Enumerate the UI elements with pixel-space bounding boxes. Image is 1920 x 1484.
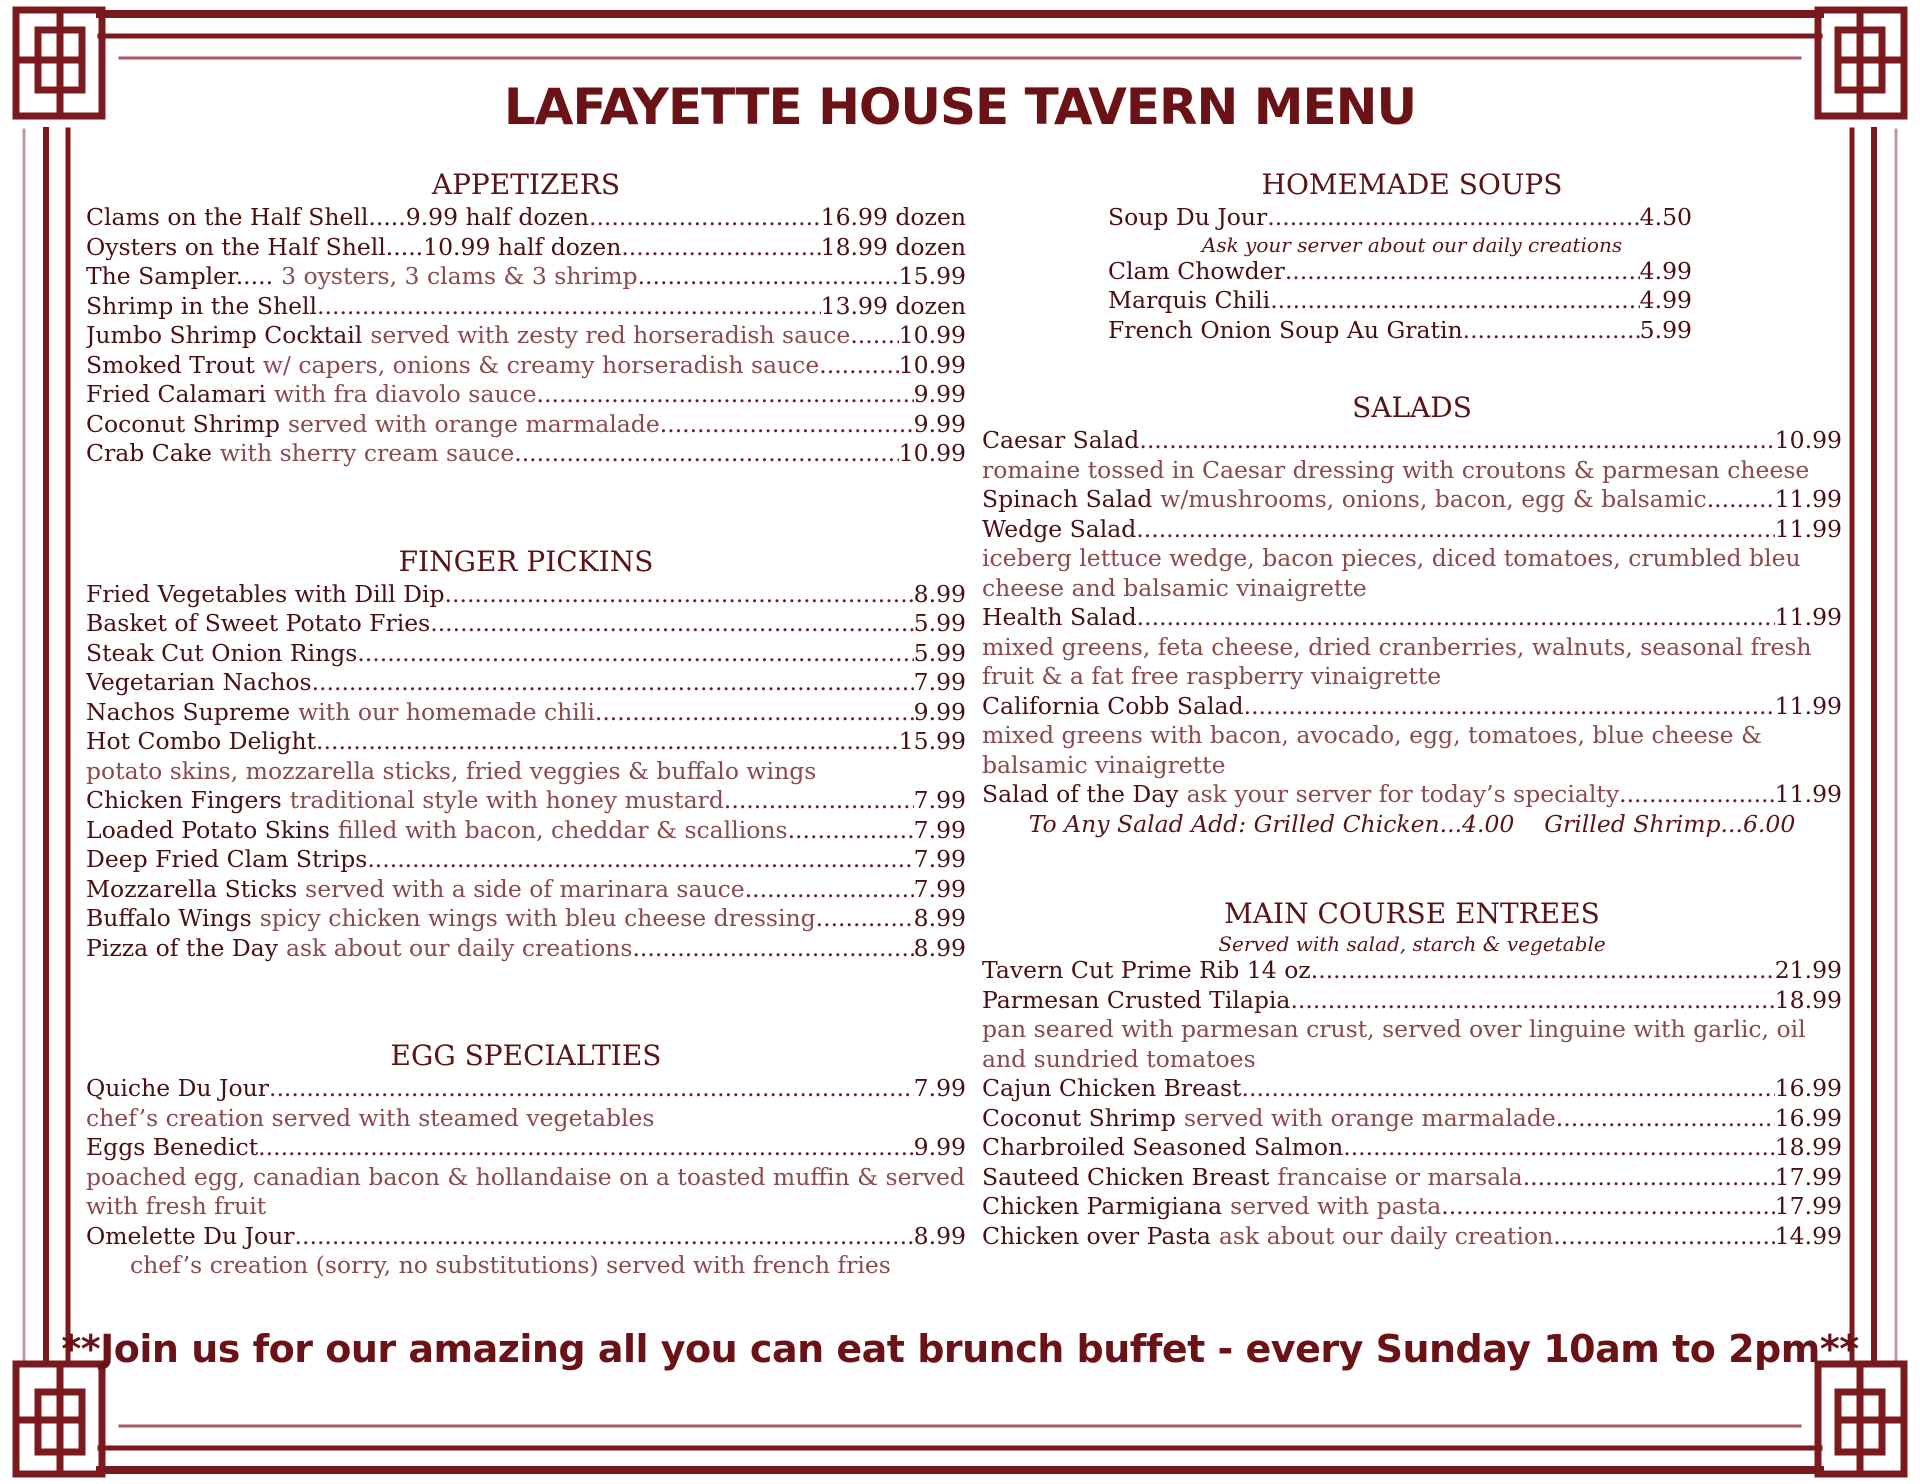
item-price: 7.99	[913, 1074, 966, 1102]
item-price: 7.99	[913, 668, 966, 696]
item-name: Chicken over Pasta	[982, 1221, 1211, 1250]
menu-item	[86, 698, 966, 728]
item-price: 9.99	[913, 409, 966, 438]
menu-item	[982, 1163, 1842, 1193]
dot-leader	[1523, 1163, 1775, 1193]
item-price: 5.99	[1639, 315, 1692, 344]
menu-item	[86, 410, 966, 440]
item-name: Fried Calamari	[86, 380, 267, 408]
menu-item	[982, 780, 1842, 810]
egg-specialties-section	[86, 1039, 966, 1281]
item-subdescription: mixed greens with bacon, avocado, egg, tomatoes, blue cheese & balsamic vinaigrette	[982, 721, 1762, 779]
item-price: 7.99	[913, 815, 966, 844]
item-description: served with orange marmalade	[287, 409, 660, 438]
item-description: francaise or marsala	[1277, 1162, 1523, 1191]
item-price: 4.99	[1639, 256, 1692, 285]
menu-item	[86, 233, 966, 263]
menu-item	[86, 203, 966, 233]
item-name: Smoked Trout	[86, 350, 255, 379]
dot-leader	[788, 816, 914, 846]
dot-leader	[1242, 1074, 1775, 1104]
menu-item	[982, 1074, 1842, 1104]
item-name: Pizza of the Day	[86, 933, 278, 962]
menu-item	[86, 1222, 966, 1252]
item-name: California Cobb Salad	[982, 691, 1244, 720]
menu-item	[1108, 257, 1692, 287]
item-price: 18.99	[1774, 1133, 1842, 1161]
menu-title: LAFAYETTE HOUSE TAVERN MENU	[503, 78, 1417, 136]
item-name: Steak Cut Onion Rings	[86, 638, 358, 667]
menu-item	[982, 1104, 1842, 1134]
item-price: 4.50	[1639, 203, 1692, 231]
dot-leader	[621, 233, 820, 263]
dot-leader	[1290, 986, 1774, 1016]
item-price: 11.99	[1774, 691, 1842, 720]
dot-leader	[312, 668, 914, 698]
menu-item	[86, 292, 966, 322]
dot-leader	[638, 262, 899, 292]
item-description: 3 oysters, 3 clams & 3 shrimp	[281, 262, 638, 290]
dot-leader	[595, 698, 914, 728]
menu-item	[982, 426, 1842, 456]
item-name: Soup Du Jour	[1108, 203, 1268, 231]
entrees-heading: MAIN COURSE ENTREES	[1224, 897, 1600, 930]
item-name: Jumbo Shrimp Cocktail	[86, 321, 363, 349]
item-price: 8.99	[913, 933, 966, 962]
item-description: with fra diavolo sauce	[274, 380, 537, 408]
dot-leader	[514, 439, 898, 469]
dot-leader	[1285, 257, 1640, 287]
item-name: Fried Vegetables with Dill Dip	[86, 579, 445, 608]
menu-item	[982, 515, 1842, 545]
item-description: ask about our daily creation	[1218, 1221, 1554, 1250]
item-description: traditional style with honey mustard	[289, 786, 724, 814]
item-name: Tavern Cut Prime Rib 14 oz.	[982, 956, 1319, 984]
dot-leader	[724, 786, 914, 816]
menu-item	[86, 1133, 966, 1163]
item-price: 5.99	[913, 638, 966, 667]
item-description: served with pasta	[1230, 1192, 1442, 1220]
item-subdescription: poached egg, canadian bacon & hollandaise on a toasted muffin & served with fresh fruit	[86, 1162, 965, 1220]
dot-leader	[1270, 286, 1639, 316]
menu-item	[982, 986, 1842, 1016]
finger-pickins-heading: FINGER PICKINS	[398, 544, 654, 578]
item-name: Clams on the Half Shell.....9.99 half dozen	[86, 203, 589, 231]
dot-leader	[819, 351, 898, 381]
item-price: 11.99	[1774, 514, 1842, 543]
dot-leader	[1343, 1133, 1775, 1163]
finger-pickins-section	[86, 545, 966, 964]
dot-leader	[317, 292, 821, 322]
item-price: 17.99	[1774, 1192, 1842, 1220]
item-description: ask about our daily creations	[285, 933, 633, 962]
menu-item	[982, 1192, 1842, 1222]
egg-specialties-heading: EGG SPECIALTIES	[390, 1039, 662, 1072]
menu-item	[86, 875, 966, 905]
dot-leader	[1619, 780, 1775, 810]
item-description: with our homemade chili	[298, 697, 595, 726]
item-name: Spinach Salad	[982, 485, 1153, 513]
item-name: Hot Combo Delight	[86, 727, 317, 755]
dot-leader	[430, 609, 913, 639]
finger-pickins-list	[86, 580, 966, 964]
dot-leader	[445, 580, 914, 610]
item-subdescription: romaine tossed in Caesar dressing with croutons & parmesan cheese	[982, 455, 1810, 484]
item-name: Vegetarian Nachos	[86, 668, 312, 696]
item-price: 17.99	[1774, 1162, 1842, 1191]
item-price: 16.99	[1774, 1074, 1842, 1102]
dot-leader	[295, 1222, 914, 1252]
egg-specialties-list	[86, 1074, 966, 1251]
item-description: served with zesty red horseradish sauce	[370, 321, 851, 349]
dot-leader	[660, 410, 914, 440]
item-price: 15.99	[898, 727, 966, 755]
dot-leader	[850, 321, 898, 351]
menu-item	[86, 380, 966, 410]
menu-item	[982, 603, 1842, 633]
dot-leader	[589, 203, 821, 233]
appetizers-list	[86, 203, 966, 469]
item-name: Loaded Potato Skins	[86, 815, 330, 844]
item-name: Quiche Du Jour	[86, 1074, 269, 1102]
item-price: 7.99	[913, 845, 966, 873]
soups-list	[982, 257, 1842, 346]
item-price: 15.99	[898, 262, 966, 290]
item-name: Oysters on the Half Shell.....10.99 half dozen	[86, 232, 622, 261]
dot-leader	[1136, 515, 1774, 545]
dot-leader	[357, 639, 913, 669]
item-price: 16.99 dozen	[820, 203, 966, 231]
soups-heading: HOMEMADE SOUPS	[1261, 168, 1563, 201]
menu-item	[982, 692, 1842, 722]
dot-leader	[745, 875, 914, 905]
menu-item	[86, 580, 966, 610]
menu-item	[86, 639, 966, 669]
item-name: Shrimp in the Shell	[86, 291, 318, 320]
item-price: 9.99	[913, 380, 966, 408]
brunch-banner: **Join us for our amazing all you can eat brunch buffet - every Sunday 10am to 2pm**	[61, 1327, 1859, 1371]
item-price: 18.99	[1774, 985, 1842, 1014]
item-name: Basket of Sweet Potato Fries	[86, 609, 431, 637]
menu-item	[86, 816, 966, 846]
item-description: served with orange marmalade	[1183, 1103, 1556, 1132]
item-price: 11.99	[1774, 780, 1842, 808]
menu-item	[86, 904, 966, 934]
menu-item	[86, 351, 966, 381]
item-name: Caesar Salad	[982, 426, 1140, 454]
item-price: 5.99	[913, 609, 966, 637]
item-description: served with a side of marinara sauce	[305, 874, 745, 903]
item-price: 9.99	[913, 1133, 966, 1161]
item-name: Sauteed Chicken Breast	[982, 1162, 1270, 1191]
salads-section	[982, 391, 1842, 839]
item-price: 10.99	[898, 439, 966, 467]
item-name: Buffalo Wings	[86, 904, 252, 932]
item-description: ask your server for today’s specialty	[1186, 780, 1620, 808]
dot-leader	[1556, 1104, 1775, 1134]
left-column	[86, 168, 966, 1281]
dot-leader	[1463, 316, 1640, 346]
menu-item	[86, 439, 966, 469]
salads-list	[982, 426, 1842, 810]
dot-leader	[258, 1133, 914, 1163]
item-price: 7.99	[913, 786, 966, 814]
item-name: Coconut Shrimp	[86, 409, 280, 438]
right-column	[982, 168, 1842, 1251]
item-price: 8.99	[913, 579, 966, 608]
menu-item	[982, 1133, 1842, 1163]
item-price: 16.99	[1774, 1103, 1842, 1132]
item-name: French Onion Soup Au Gratin	[1108, 315, 1463, 344]
item-price: 14.99	[1774, 1221, 1842, 1250]
item-price: 8.99	[913, 904, 966, 932]
item-name: Chicken Fingers	[86, 786, 282, 814]
item-name: Wedge Salad	[982, 514, 1137, 543]
item-name: Omelette Du Jour	[86, 1221, 295, 1250]
soups-note: Ask your server about our daily creations	[1201, 232, 1623, 257]
dot-leader	[816, 904, 914, 934]
item-price: 11.99	[1774, 485, 1842, 513]
item-name: Health Salad	[982, 603, 1137, 631]
item-name: Eggs Benedict	[86, 1133, 259, 1161]
dot-leader	[1139, 426, 1774, 456]
item-subdescription: iceberg lettuce wedge, bacon pieces, diced tomatoes, crumbled bleu cheese and balsamic vinaigrette	[982, 544, 1801, 602]
menu-item	[1108, 286, 1692, 316]
omelette-note: chef’s creation (sorry, no substitutions) served with french fries	[130, 1251, 891, 1279]
item-price: 8.99	[913, 1221, 966, 1250]
salad-addon-note: To Any Salad Add: Grilled Chicken...4.00 Grilled Shrimp...6.00	[1028, 809, 1796, 838]
menu-item	[86, 609, 966, 639]
dot-leader	[316, 727, 899, 757]
dot-leader	[632, 934, 913, 964]
item-name: Crab Cake	[86, 439, 212, 467]
menu-item	[1108, 316, 1692, 346]
item-price: 21.99	[1774, 956, 1842, 984]
dot-leader	[537, 380, 914, 410]
dot-leader	[1137, 603, 1775, 633]
item-name: Charbroiled Seasoned Salmon	[982, 1133, 1344, 1161]
appetizers-heading: APPETIZERS	[431, 168, 621, 201]
item-name: Parmesan Crusted Tilapia	[982, 985, 1291, 1014]
item-price: 18.99 dozen	[820, 232, 966, 261]
dot-leader	[367, 845, 913, 875]
item-price: 4.99	[1639, 286, 1692, 314]
menu-item	[982, 1222, 1842, 1252]
item-subdescription: pan seared with parmesan crust, served over linguine with garlic, oil and sundried tomatoes	[982, 1015, 1806, 1073]
item-name: Nachos Supreme	[86, 697, 291, 726]
menu-item	[86, 1074, 966, 1104]
item-description: w/mushrooms, onions, bacon, egg & balsamic	[1160, 485, 1707, 513]
soups-section	[982, 168, 1842, 345]
menu-item	[86, 727, 966, 757]
item-description: with sherry cream sauce	[219, 439, 515, 467]
item-description: w/ capers, onions & creamy horseradish sauce	[262, 350, 820, 379]
item-name: Cajun Chicken Breast	[982, 1074, 1242, 1102]
menu-item	[86, 845, 966, 875]
dot-leader	[1267, 203, 1639, 233]
dot-leader	[1707, 485, 1775, 515]
item-price: 9.99	[913, 697, 966, 726]
menu-item	[86, 321, 966, 351]
appetizers-section	[86, 168, 966, 469]
item-subdescription: mixed greens, feta cheese, dried cranberries, walnuts, seasonal fresh fruit & a fat free raspberry vinaigrette	[982, 632, 1812, 690]
dot-leader	[1553, 1222, 1774, 1252]
dot-leader	[1441, 1192, 1775, 1222]
item-name: Clam Chowder	[1108, 256, 1285, 285]
item-name: Salad of the Day	[982, 780, 1179, 808]
entrees-list	[982, 956, 1842, 1251]
item-price: 10.99	[898, 321, 966, 349]
dot-leader	[1244, 692, 1775, 722]
item-name: Deep Fried Clam Strips	[86, 845, 368, 873]
menu-item	[86, 934, 966, 964]
item-price: 10.99	[1774, 426, 1842, 454]
item-price: 7.99	[913, 874, 966, 903]
menu-item	[86, 668, 966, 698]
item-subdescription: potato skins, mozzarella sticks, fried veggies & buffalo wings	[86, 756, 817, 785]
item-description: filled with bacon, cheddar & scallions	[337, 815, 788, 844]
item-name: Marquis Chili	[1108, 286, 1271, 314]
dot-leader	[269, 1074, 914, 1104]
menu-item	[982, 485, 1842, 515]
menu-item	[1108, 203, 1692, 233]
item-name: Chicken Parmigiana	[982, 1192, 1223, 1220]
menu-item	[86, 262, 966, 292]
item-name: Mozzarella Sticks	[86, 874, 298, 903]
item-price: 13.99 dozen	[820, 291, 966, 320]
entrees-note: Served with salad, starch & vegetable	[1218, 932, 1606, 956]
dot-leader	[1318, 956, 1774, 986]
item-price: 10.99	[898, 350, 966, 379]
item-price: 11.99	[1774, 603, 1842, 631]
entrees-section	[982, 897, 1842, 1251]
item-name: Coconut Shrimp	[982, 1103, 1176, 1132]
salads-heading: SALADS	[1352, 391, 1472, 424]
item-name: The Sampler.....	[86, 262, 274, 290]
item-description: spicy chicken wings with bleu cheese dressing	[259, 904, 816, 932]
menu-item	[982, 956, 1842, 986]
menu-item	[86, 786, 966, 816]
item-subdescription: chef’s creation served with steamed vegetables	[86, 1103, 655, 1132]
